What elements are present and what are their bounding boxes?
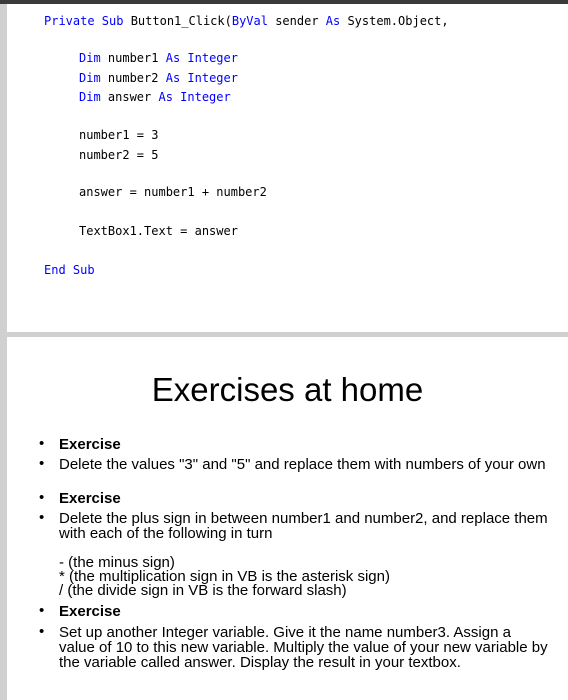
list-item-exercise-3: Exercise (59, 603, 121, 620)
list-item-delete-plus: Delete the plus sign in between number1 and number2, and replace them with each of the following in turn (59, 510, 548, 542)
keyword: As Integer (165, 51, 238, 65)
operator-multiply-line: * (the multiplication sign in VB is the asterisk sign) (59, 568, 390, 585)
exercise-slide (7, 337, 568, 700)
bullet: • (39, 455, 45, 472)
bullet: • (39, 435, 45, 452)
keyword: Dim (79, 90, 101, 104)
keyword: ByVal (231, 14, 268, 28)
code-line-assign-number2: number2 = 5 (79, 148, 159, 162)
code-text: answer (100, 90, 159, 104)
code-text: System.Object, (340, 14, 449, 28)
list-item-exercise-2: Exercise (59, 490, 121, 507)
operator-divide-line: / (the divide sign in VB is the forward slash) (59, 582, 347, 599)
bullet: • (39, 489, 45, 506)
code-line-assign-number1: number1 = 3 (79, 128, 159, 142)
list-item-number3-task: Set up another Integer variable. Give it the name number3. Assign a value of 10 to this new variable. Multiply the value of your new variable by the variable called answer. Display the result in your textbox. (59, 624, 548, 671)
keyword: Dim (79, 51, 101, 65)
keyword: Private Sub (44, 14, 124, 28)
slide-title: Exercises at home (151, 371, 424, 408)
code-text: number2 (100, 71, 166, 85)
code-panel (7, 4, 568, 332)
bullet: • (39, 623, 45, 640)
keyword: As (325, 14, 341, 28)
code-line-dim-number1 (79, 51, 238, 65)
operator-minus-line: - (the minus sign) (59, 554, 175, 571)
code-line-dim-answer (79, 90, 231, 104)
code-line-assign-textbox: TextBox1.Text = answer (79, 224, 238, 238)
keyword: As Integer (165, 71, 238, 85)
bullet: • (39, 509, 45, 526)
list-item-delete-values: Delete the values "3" and "5" and replace them with numbers of your own (59, 456, 546, 473)
code-text: sender (267, 14, 326, 28)
code-line-assign-answer: answer = number1 + number2 (79, 185, 267, 199)
keyword: As Integer (158, 90, 231, 104)
code-text: Button1_Click( (123, 14, 232, 28)
keyword: Dim (79, 71, 101, 85)
list-item-exercise-1: Exercise (59, 436, 121, 453)
code-line-dim-number2 (79, 71, 238, 85)
code-line-end-sub (44, 263, 95, 277)
code-line-sub-declaration (44, 14, 449, 28)
code-text: number1 (100, 51, 166, 65)
keyword: End Sub (44, 263, 95, 277)
bullet: • (39, 602, 45, 619)
